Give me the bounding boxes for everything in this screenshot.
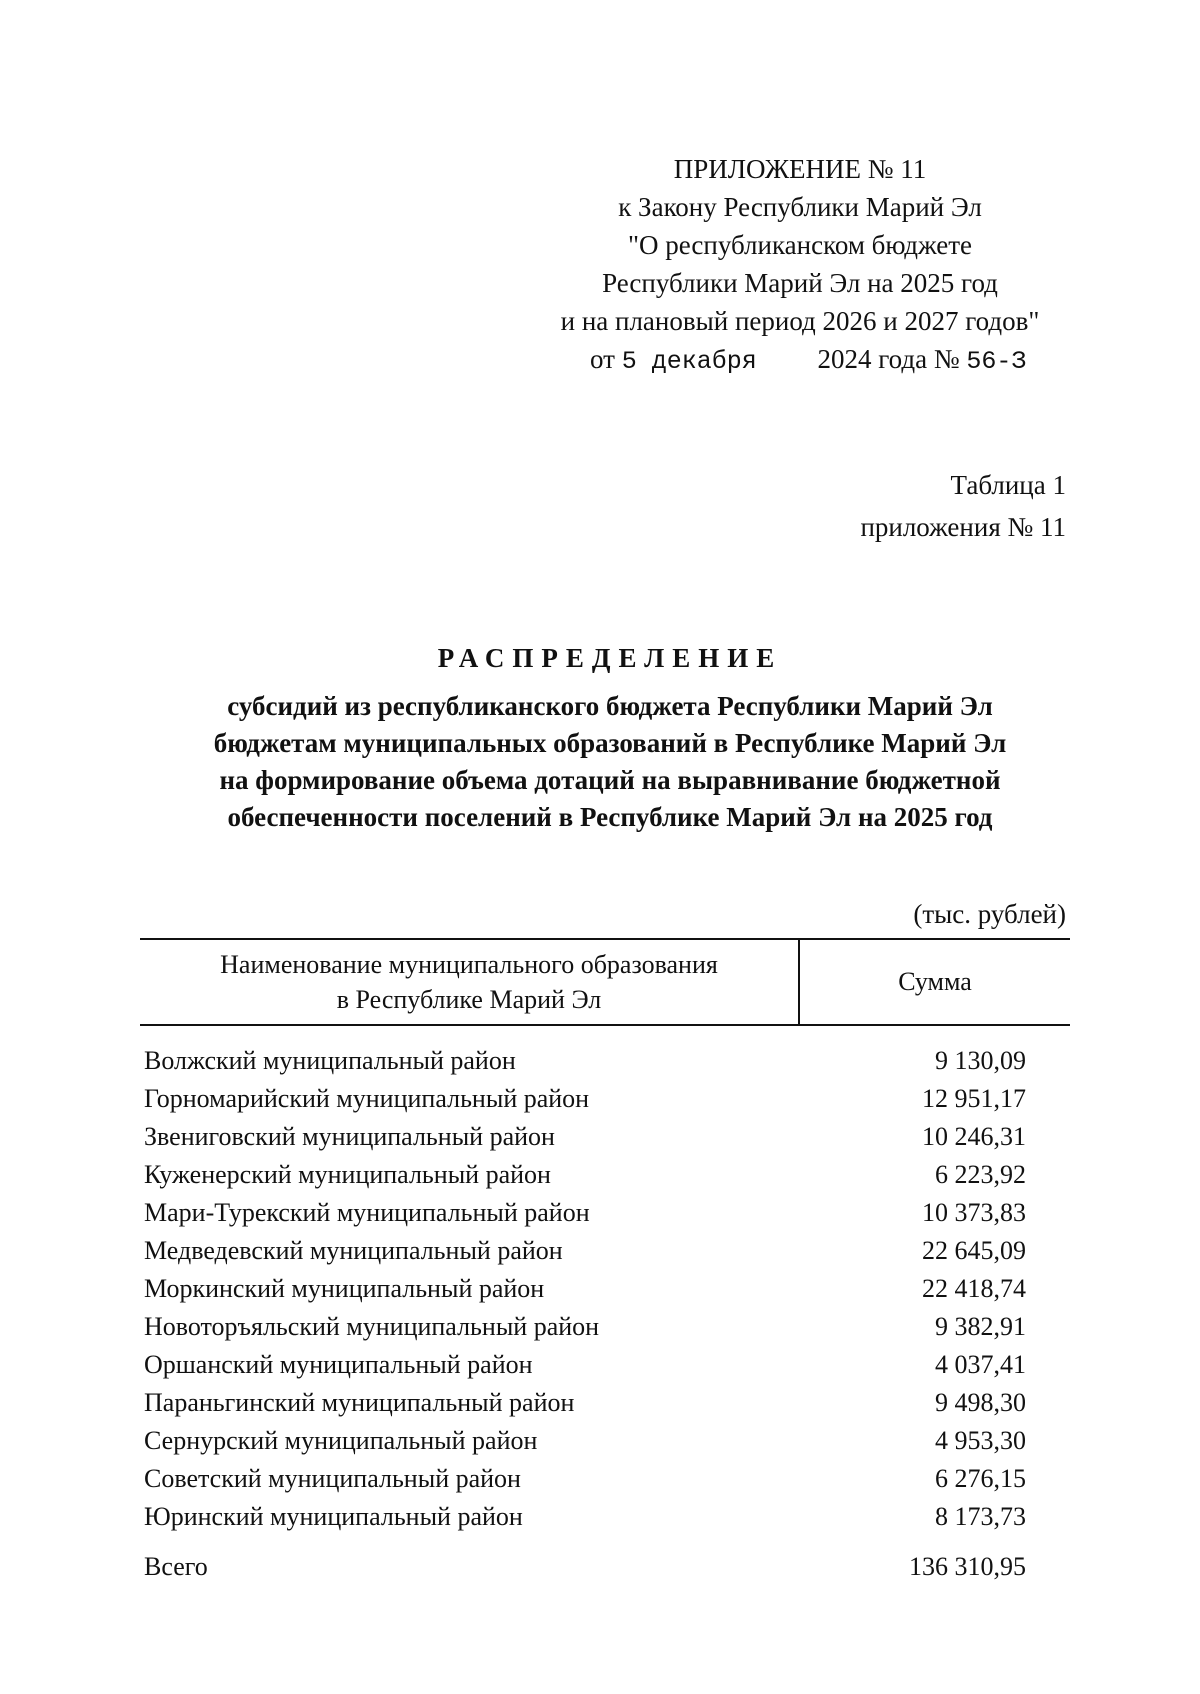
row-name: Волжский муниципальный район: [144, 1046, 516, 1075]
table-row: [140, 1384, 1070, 1422]
table-row: [140, 1232, 1070, 1270]
row-value: 9 382,91: [935, 1312, 1026, 1341]
table-appendix-ref: приложения № 11: [860, 512, 1066, 542]
date-prefix: от: [590, 344, 615, 374]
row-name: Моркинский муниципальный район: [144, 1274, 545, 1303]
header-name: [140, 940, 800, 1024]
row-name: Горномарийский муниципальный район: [144, 1084, 590, 1113]
row-name: Советский муниципальный район: [144, 1464, 521, 1493]
title-main: РАСПРЕДЕЛЕНИЕ: [437, 643, 783, 673]
header-name-line: в Республике Марий Эл: [336, 985, 602, 1014]
row-name: Сернурский муниципальный район: [144, 1426, 538, 1455]
table-row: [140, 1042, 1070, 1080]
row-name: Новоторъяльский муниципальный район: [144, 1312, 600, 1341]
table-number: Таблица 1: [950, 470, 1066, 500]
law-number: 56-З: [966, 347, 1027, 376]
appendix-line: Республики Марий Эл на 2025 год: [602, 268, 998, 298]
row-name: Медведевский муниципальный район: [144, 1236, 563, 1265]
row-value: 8 173,73: [935, 1502, 1026, 1531]
row-value: 9 498,30: [935, 1388, 1026, 1417]
header-sum: Сумма: [898, 967, 972, 996]
subtitle-line: на формирование объема дотаций на выравнивание бюджетной: [219, 765, 1001, 795]
table-row: [140, 1346, 1070, 1384]
row-value: 12 951,17: [922, 1084, 1026, 1113]
table-row: [140, 1422, 1070, 1460]
header-name-line: Наименование муниципального образования: [220, 950, 718, 979]
row-name: Юринский муниципальный район: [144, 1502, 523, 1531]
number-sign: №: [933, 344, 960, 374]
total-label: Всего: [144, 1552, 208, 1581]
appendix-line: к Закону Республики Марий Эл: [618, 192, 982, 222]
units-label: (тыс. рублей): [913, 899, 1066, 929]
table-row: [140, 1270, 1070, 1308]
subtitle-line: обеспеченности поселений в Республике Марий Эл на 2025 год: [227, 802, 993, 832]
row-value: 9 130,09: [935, 1046, 1026, 1075]
row-value: 4 953,30: [935, 1426, 1026, 1455]
row-name: Мари-Турекский муниципальный район: [144, 1198, 590, 1227]
row-value: 10 373,83: [922, 1198, 1026, 1227]
row-value: 6 276,15: [935, 1464, 1026, 1493]
row-value: 4 037,41: [935, 1350, 1026, 1379]
table-body: [140, 1042, 1070, 1586]
row-name: Звениговский муниципальный район: [144, 1122, 555, 1151]
table-row: [140, 1118, 1070, 1156]
appendix-header: [540, 150, 1060, 381]
table-row: [140, 1080, 1070, 1118]
table-header: [140, 938, 1070, 1026]
row-name: Параньгинский муниципальный район: [144, 1388, 575, 1417]
distribution-table: [140, 938, 1070, 1586]
subtitle-line: субсидий из республиканского бюджета Республики Марий Эл: [227, 691, 993, 721]
table-row: [140, 1156, 1070, 1194]
total-value: 136 310,95: [909, 1552, 1026, 1581]
appendix-line: "О республиканском бюджете: [627, 230, 973, 260]
document-title: [120, 638, 1100, 836]
title-subtitle: [120, 688, 1100, 836]
law-date-line: [540, 340, 1060, 381]
date-value: 5 декабря: [621, 347, 757, 376]
table-label: [860, 464, 1066, 548]
table-row: [140, 1194, 1070, 1232]
row-value: 22 418,74: [922, 1274, 1026, 1303]
date-year: 2024 года: [817, 344, 928, 374]
table-row: [140, 1308, 1070, 1346]
table-row: [140, 1460, 1070, 1498]
row-value: 6 223,92: [935, 1160, 1026, 1189]
appendix-title: ПРИЛОЖЕНИЕ № 11: [673, 154, 927, 184]
table-total-row: [140, 1548, 1070, 1586]
row-name: Куженерский муниципальный район: [144, 1160, 551, 1189]
subtitle-line: бюджетам муниципальных образований в Республике Марий Эл: [213, 728, 1007, 758]
row-value: 22 645,09: [922, 1236, 1026, 1265]
row-name: Оршанский муниципальный район: [144, 1350, 533, 1379]
row-value: 10 246,31: [922, 1122, 1026, 1151]
appendix-line: и на плановый период 2026 и 2027 годов": [560, 306, 1040, 336]
table-row: [140, 1498, 1070, 1536]
